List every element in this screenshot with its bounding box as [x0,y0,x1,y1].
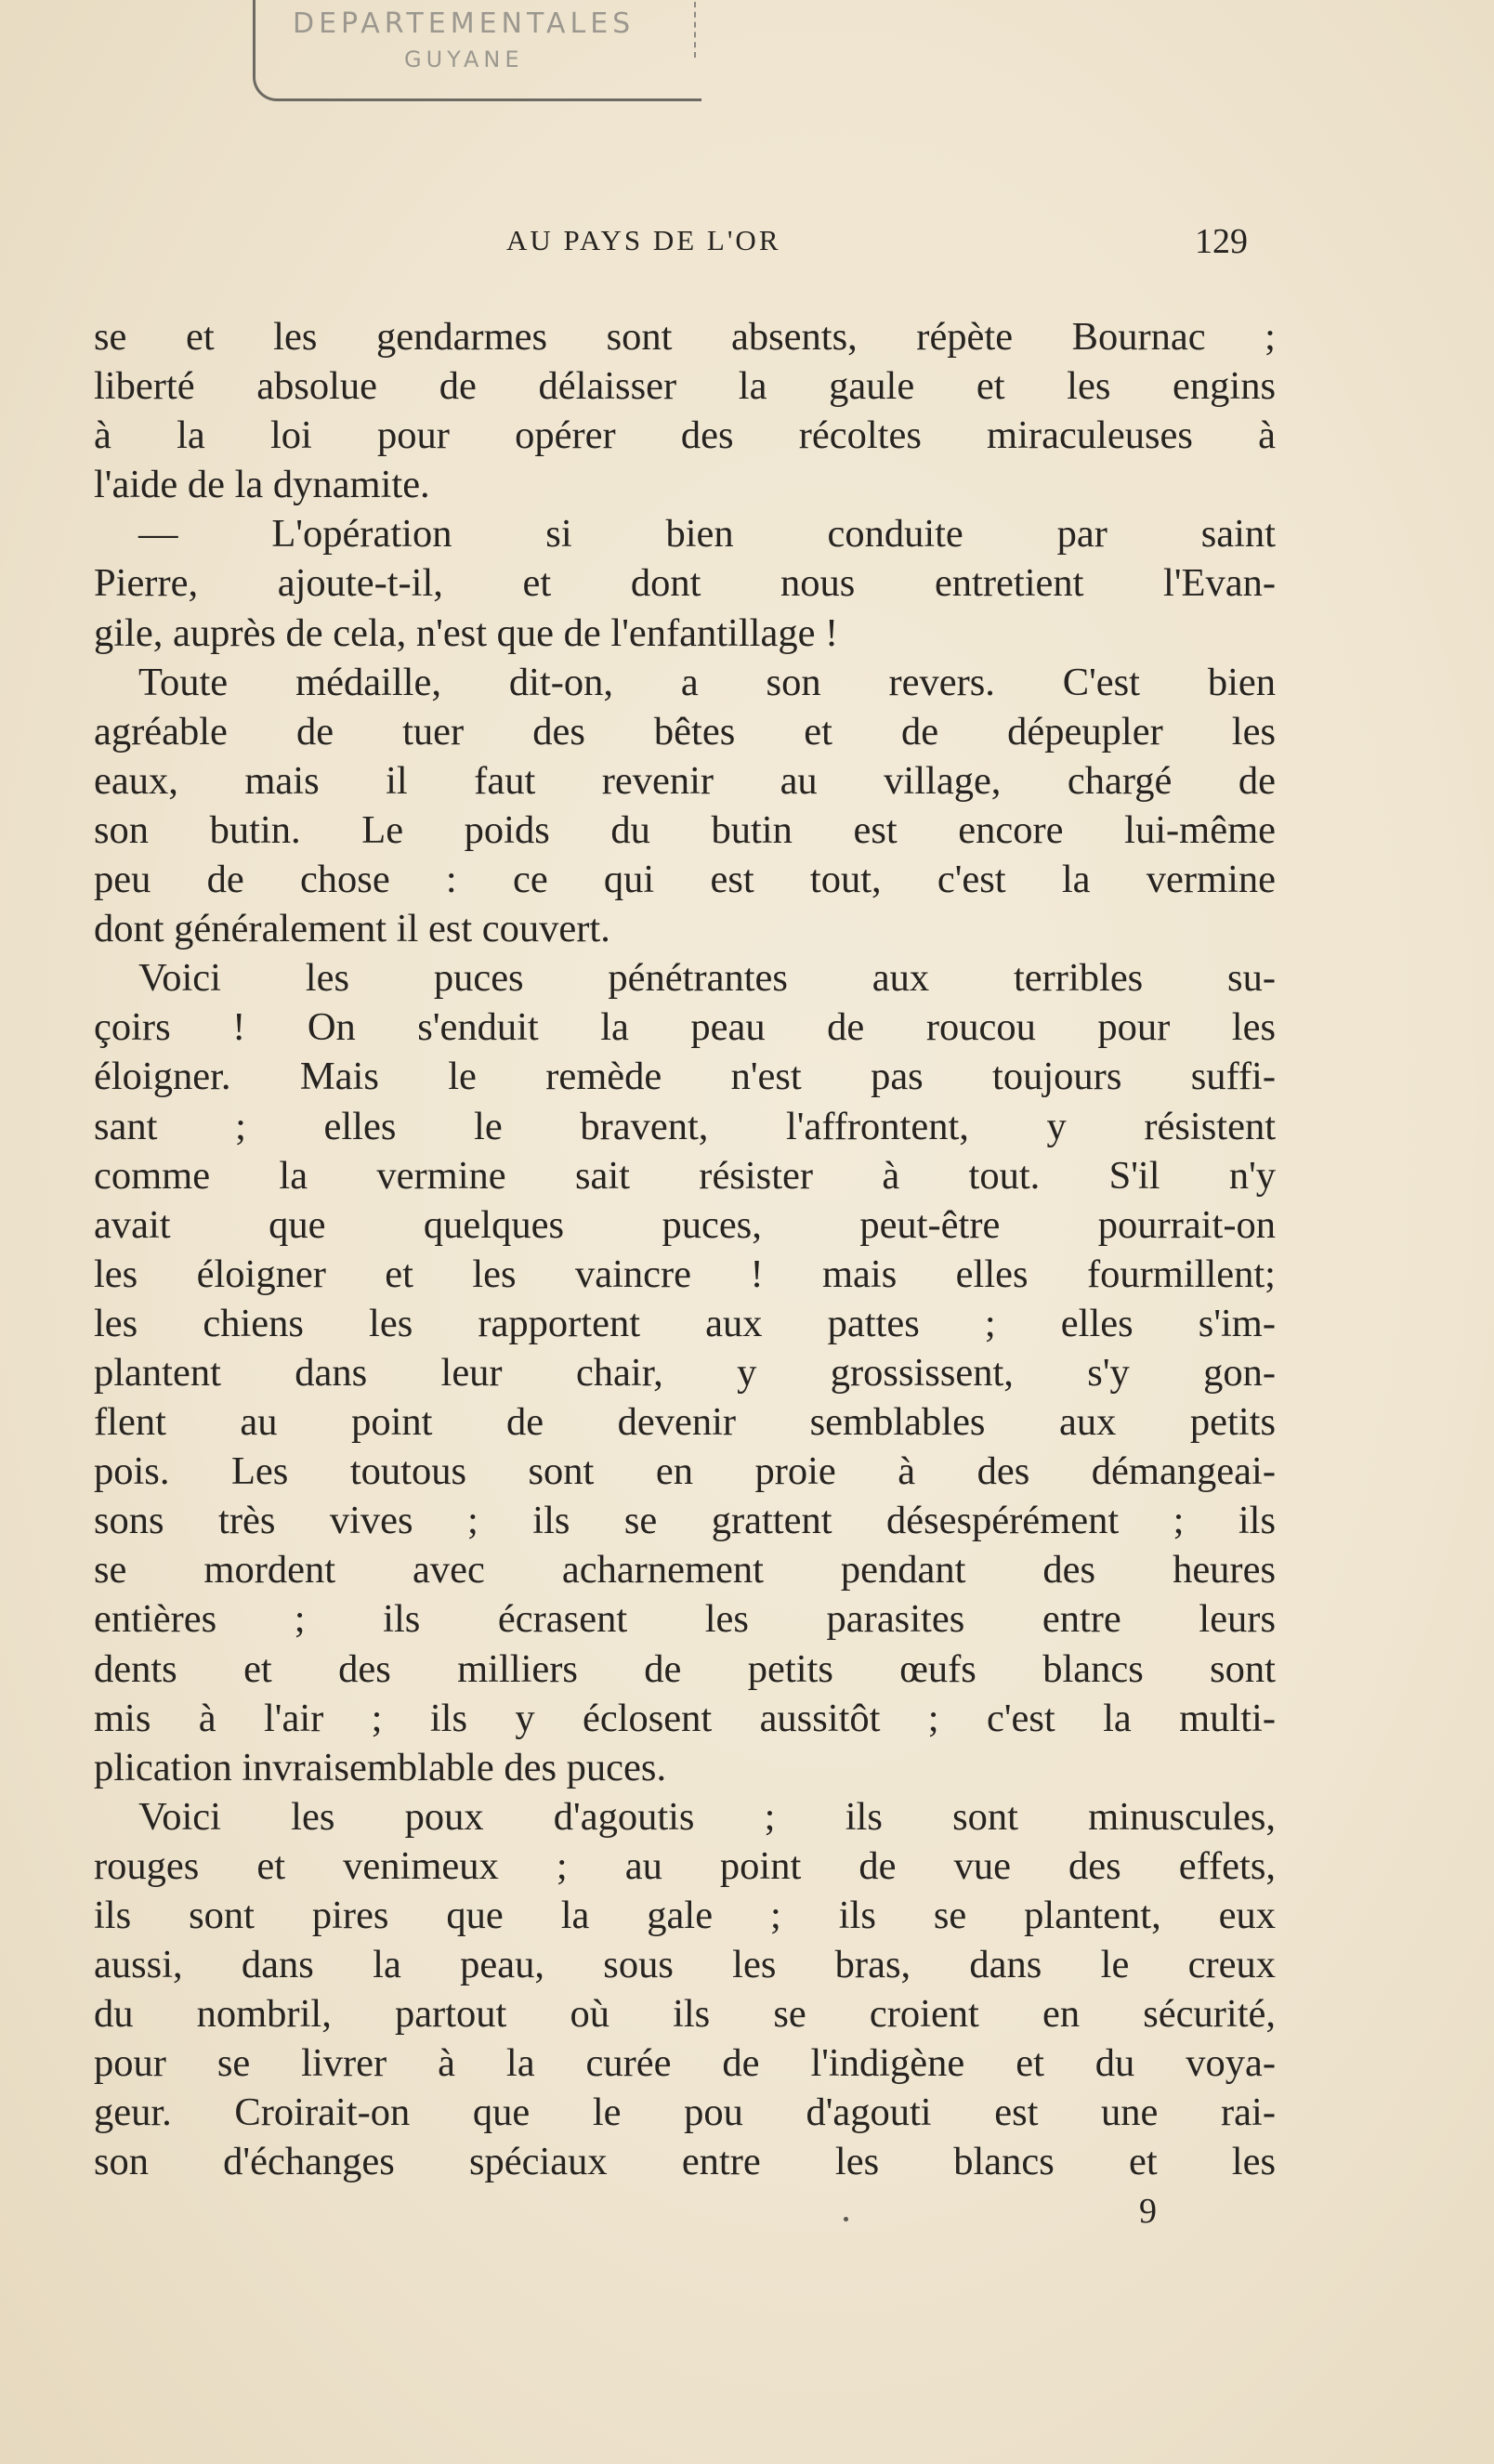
body-text [94,312,1276,2187]
text-line: les chiens les rapportent aux pattes ; elles s'im- [94,1301,1276,1345]
text-line: peu de chose : ce qui est tout, c'est la vermine [94,858,1276,902]
text-line: çoirs ! On s'enduit la peau de roucou pour les [94,1005,1276,1050]
text-line: à la loi pour opérer des récoltes miraculeuses à [94,413,1276,458]
text-line: mis à l'air ; ils y éclosent aussitôt ; c'est la multi- [94,1696,1276,1740]
stamp-border-mark [692,2,696,58]
text-line: dents et des milliers de petits œufs blancs sont [94,1646,1276,1691]
text-line: sons très vives ; ils se grattent désespérément ; ils [94,1499,1276,1543]
text-line: geur. Croirait-on que le pou d'agouti est une rai- [94,2090,1276,2135]
text-line: l'aide de la dynamite. [94,463,430,507]
text-line: pois. Les toutous sont en proie à des démangeai- [94,1449,1276,1494]
stamp-text-line2: GUYANE [404,46,524,72]
text-line: entières ; ils écrasent les parasites entre leurs [94,1597,1276,1642]
text-line: rouges et venimeux ; au point de vue des effets, [94,1843,1276,1888]
text-line: se et les gendarmes sont absents, répète Bournac ; [94,315,1276,359]
text-line: ils sont pires que la gale ; ils se plantent, eux [94,1894,1276,1937]
text-line: gile, auprès de cela, n'est que de l'enfantillage ! [94,610,839,655]
text-line: flent au point de devenir semblables aux petits [94,1400,1276,1445]
text-line: les éloigner et les vaincre ! mais elles fourmillent; [94,1252,1276,1296]
text-line: du nombril, partout où ils se croient en sécurité, [94,1992,1276,2037]
text-line: avait que quelques puces, peut-être pourrait-on [94,1202,1276,1247]
text-line: Pierre, ajoute-t-il, et dont nous entretient l'Evan- [94,561,1276,606]
text-line: Toute médaille, dit-on, a son revers. C'est bien [138,660,1276,704]
ink-dot [844,2217,848,2222]
text-line: — L'opération si bien conduite par saint [138,512,1276,557]
library-stamp [253,0,701,101]
text-line: comme la vermine sait résister à tout. S'il n'y [94,1153,1276,1198]
stamp-text-line1: DEPARTEMENTALES [293,7,636,40]
signature-mark: 9 [1139,2192,1157,2231]
text-line: Voici les puces pénétrantes aux terribles su- [138,956,1276,1001]
text-line: sant ; elles le bravent, l'affrontent, y résistent [94,1104,1276,1148]
text-line: liberté absolue de délaisser la gaule et les engins [94,364,1276,409]
text-line: éloigner. Mais le remède n'est pas toujours suffi- [94,1055,1276,1099]
text-line: aussi, dans la peau, sous les bras, dans le creux [94,1943,1276,1987]
text-line: Voici les poux d'agoutis ; ils sont minuscules, [138,1794,1276,1839]
text-line: son d'échanges spéciaux entre les blancs et les [94,2140,1276,2184]
text-line: se mordent avec acharnement pendant des heures [94,1548,1276,1592]
text-line: son butin. Le poids du butin est encore lui-même [94,807,1276,852]
text-line: plantent dans leur chair, y grossissent, s'y gon- [94,1350,1276,1395]
running-title: AU PAYS DE L'OR [506,224,781,256]
text-line: plication invraisemblable des puces. [94,1745,667,1789]
text-line: pour se livrer à la curée de l'indigène et du voya- [94,2041,1276,2086]
page-number: 129 [1195,222,1248,261]
text-line: agréable de tuer des bêtes et de dépeupler les [94,709,1276,754]
text-line: eaux, mais il faut revenir au village, chargé de [94,758,1276,803]
text-line: dont généralement il est couvert. [94,907,610,951]
